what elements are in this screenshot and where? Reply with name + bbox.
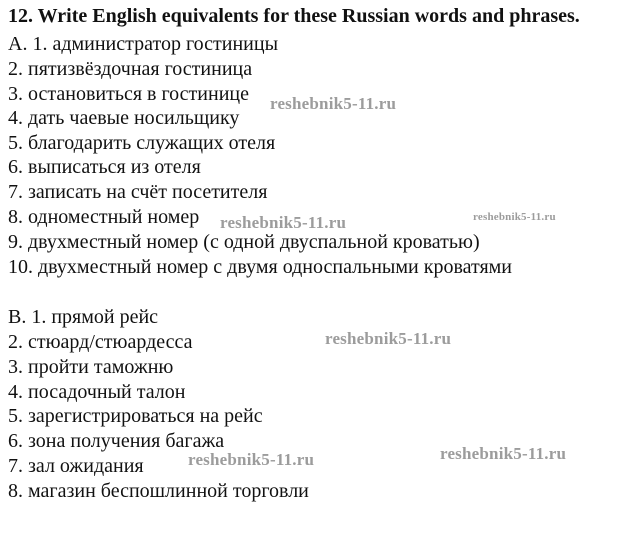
section-b-item-2: 2. стюард/стюардесса	[8, 331, 193, 353]
section-a-item-9: 9. двухместный номер (с одной двуспальной кроватью)	[8, 231, 480, 253]
watermark: reshebnik5-11.ru	[473, 211, 556, 223]
section-a-item-7: 7. записать на счёт посетителя	[8, 181, 268, 203]
section-b-item-6: 6. зона получения багажа	[8, 430, 225, 452]
section-b-item-5: 5. зарегистрироваться на рейс	[8, 405, 263, 427]
section-b-item-1: B. 1. прямой рейс	[8, 306, 159, 328]
watermark: reshebnik5-11.ru	[440, 444, 567, 463]
section-a-item-8: 8. одноместный номер	[8, 206, 200, 228]
section-a-item-5: 5. благодарить служащих отеля	[8, 132, 276, 154]
section-b-item-8: 8. магазин беспошлинной торговли	[8, 480, 309, 502]
section-a-item-1: A. 1. администратор гостиницы	[8, 33, 279, 55]
section-a-item-4: 4. дать чаевые носильщику	[8, 107, 240, 129]
section-a-item-6: 6. выписаться из отеля	[8, 156, 201, 178]
section-b-item-3: 3. пройти таможню	[8, 356, 174, 378]
section-b-item-7: 7. зал ожидания	[8, 455, 144, 477]
watermark: reshebnik5-11.ru	[325, 329, 452, 348]
section-a-item-2: 2. пятизвёздочная гостиница	[8, 58, 253, 80]
watermark: reshebnik5-11.ru	[270, 94, 397, 113]
watermark: reshebnik5-11.ru	[188, 450, 315, 469]
watermark: reshebnik5-11.ru	[220, 213, 347, 232]
exercise-heading: 12. Write English equivalents for these Russian words and phrases.	[8, 5, 580, 27]
section-b-item-4: 4. посадочный талон	[8, 381, 186, 403]
section-a-item-3: 3. остановиться в гостинице	[8, 83, 249, 105]
section-a-item-10: 10. двухместный номер с двумя односпальными кроватями	[8, 256, 513, 278]
